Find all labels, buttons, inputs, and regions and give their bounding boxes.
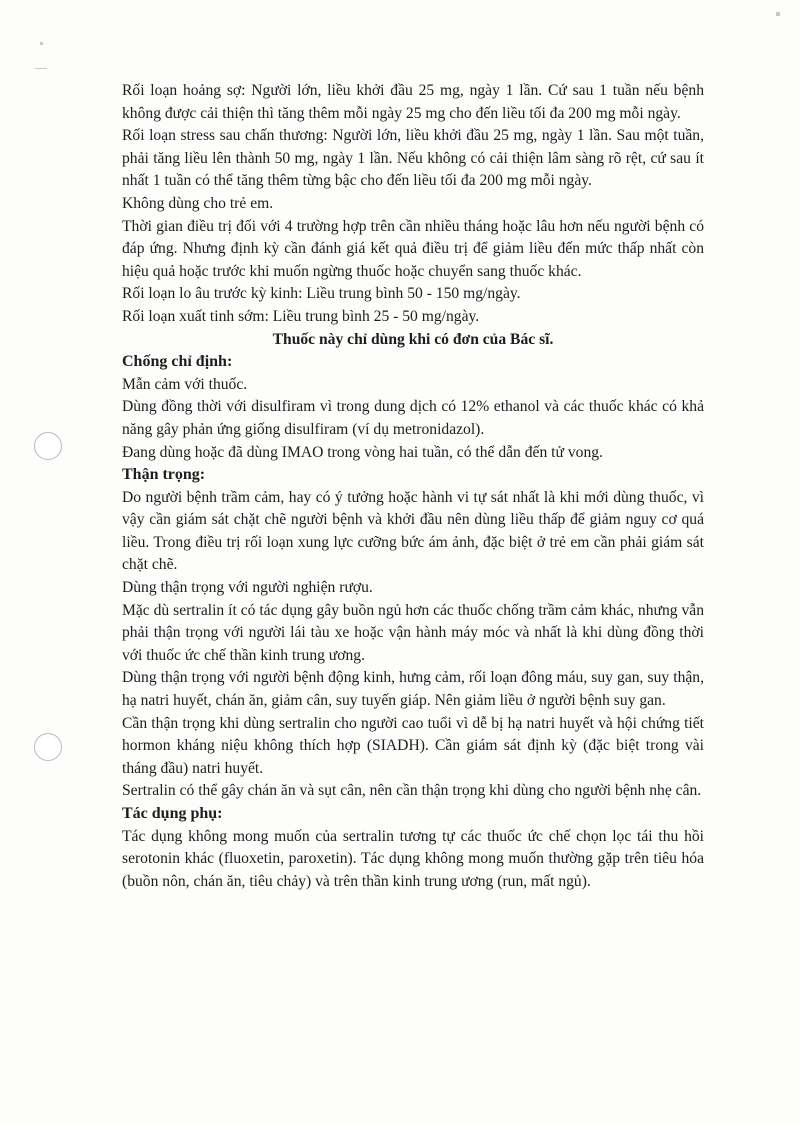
paragraph: Dùng thận trọng với người bệnh động kinh, hưng cảm, rối loạn đông máu, suy gan, suy thận, hạ natri huyết, chán ăn, giảm cân, suy tuyến giáp. Nên giảm liều ở người bệnh suy gan. [122,669,704,710]
scan-speck [35,68,47,69]
prescription-notice: Thuốc này chỉ dùng khi có đơn của Bác sĩ. [272,330,554,348]
paragraph: Dùng đồng thời với disulfiram vì trong dung dịch có 12% ethanol và các thuốc khác có khả năng gây phản ứng giống disulfiram (ví dụ metronidazol). [122,398,704,438]
paragraph: Mẫn cảm với thuốc. [122,375,248,393]
paragraph: Thời gian điều trị đối với 4 trường hợp trên cần nhiều tháng hoặc lâu hơn nếu người bệnh có đáp ứng. Nhưng định kỳ cần đánh giá kết quả điều trị để giảm liều đến mức thấp nhất còn hiệu quả hoặc trước khi muốn ngừng thuốc hoặc chuyển sang thuốc khác. [122,217,704,280]
punch-hole [34,733,62,761]
paragraph: Do người bệnh trầm cảm, hay có ý tưởng hoặc hành vi tự sát nhất là khi mới dùng thuốc, vì vậy cần giám sát chặt chẽ người bệnh và khởi đầu nên dùng liều thấp để giảm nguy cơ quá liều. Trong điều trị rối loạn xung lực cưỡng bức ám ảnh, đặc biệt ở trẻ em cần phải giám sát chặt chẽ. [122,488,704,574]
paragraph: Rối loạn stress sau chấn thương: Người lớn, liều khởi đầu 25 mg, ngày 1 lần. Sau một tuần, phải tăng liều lên thành 50 mg, ngày 1 lần. Nếu không có cải thiện lâm sàng rõ rệt, cứ sau ít nhất 1 tuần có thể tăng thêm từng bậc cho đến liều tối đa 200 mg mỗi ngày. [122,127,704,190]
paragraph: Cần thận trọng khi dùng sertralin cho người cao tuổi vì dễ bị hạ natri huyết và hội chứng tiết hormon kháng niệu không thích hợp (SIADH). Cần giám sát định kỳ (đặc biệt trong vài tháng đầu) natri huyết. [122,714,704,777]
paragraph: Rối loạn xuất tinh sớm: Liều trung bình 25 - 50 mg/ngày. [122,307,480,325]
document-body [122,80,704,893]
section-heading-precautions: Thận trọng: [122,466,206,484]
section-heading-side-effects: Tác dụng phụ: [122,805,223,822]
scan-speck [776,12,780,16]
section-heading-contraindications: Chống chỉ định: [122,353,233,371]
paragraph: Sertralin có thể gây chán ăn và sụt cân, nên cần thận trọng khi dùng cho người bệnh nhẹ cân. [122,782,702,800]
paragraph: Không dùng cho trẻ em. [122,194,274,212]
paragraph: Tác dụng không mong muốn của sertralin tương tự các thuốc ức chế chọn lọc tái thu hồi serotonin khác (fluoxetin, paroxetin). Tác dụng không mong muốn thường gặp trên tiêu hóa (buồn nôn, chán ăn, tiêu chảy) và trên thần kinh trung ương (run, mất ngủ). [122,827,704,890]
paragraph: Mặc dù sertralin ít có tác dụng gây buồn ngủ hơn các thuốc chống trầm cảm khác, nhưng vẫn phải thận trọng với người lái tàu xe hoặc vận hành máy móc và nhất là khi dùng đồng thời với thuốc ức chế thần kinh trung ương. [122,601,704,664]
paragraph: Rối loạn hoảng sợ: Người lớn, liều khởi đầu 25 mg, ngày 1 lần. Cứ sau 1 tuần nếu bệnh không được cải thiện thì tăng thêm mỗi ngày 25 mg cho đến liều tối đa 200 mg mỗi ngày. [122,82,704,122]
paragraph: Đang dùng hoặc đã dùng IMAO trong vòng hai tuần, có thể dẫn đến tử vong. [122,443,603,461]
scan-speck [40,42,43,45]
paragraph: Rối loạn lo âu trước kỳ kinh: Liều trung bình 50 - 150 mg/ngày. [122,285,521,303]
paragraph: Dùng thận trọng với người nghiện rượu. [122,579,373,597]
punch-hole [34,432,62,460]
